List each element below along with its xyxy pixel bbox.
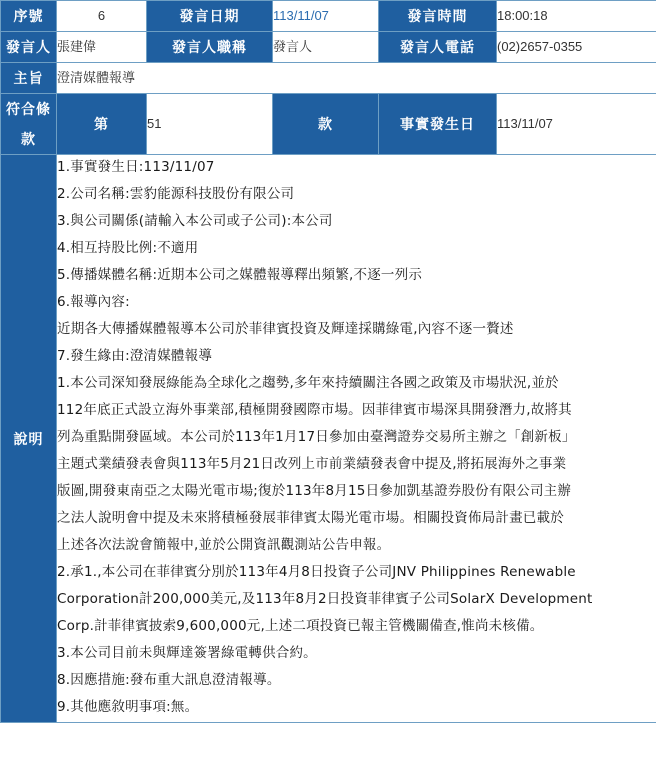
explanation-line: 3.與公司關係(請輸入本公司或子公司):本公司 xyxy=(57,213,333,229)
regulation-clause-label: 款 xyxy=(273,94,379,155)
speaker-phone-label: 發言人電話 xyxy=(379,32,497,63)
time-value: 18:00:18 xyxy=(497,1,656,32)
time-label: 發言時間 xyxy=(379,1,497,32)
explanation-line: 3.本公司目前未與輝達簽署綠電轉供合約。 xyxy=(57,645,317,661)
explanation-body xyxy=(57,155,656,723)
fact-date-value: 113/11/07 xyxy=(497,94,656,155)
speaker-phone-value: (02)2657-0355 xyxy=(497,32,656,63)
explanation-line: 7.發生緣由:澄清媒體報導 xyxy=(57,348,213,364)
explanation-line: 版圖,開發東南亞之太陽光電市場;復於113年8月15日參加凱基證券股份有限公司主辦 xyxy=(57,483,572,499)
explanation-line: Corp.計菲律賓披索9,600,000元,上述二項投資已報主管機關備查,惟尚未核備。 xyxy=(57,618,544,634)
explanation-line: 2.公司名稱:雲豹能源科技股份有限公司 xyxy=(57,186,295,202)
regulation-label: 符合條款 xyxy=(1,94,57,155)
explanation-line: 近期各大傳播媒體報導本公司於菲律賓投資及輝達採購綠電,內容不逐一贅述 xyxy=(57,321,514,337)
table-row-seq xyxy=(1,1,656,32)
regulation-item-value: 51 xyxy=(147,94,273,155)
explanation-lines xyxy=(57,155,656,720)
table-row-regulation xyxy=(1,94,656,155)
seq-label: 序號 xyxy=(1,1,57,32)
speaker-title-value: 發言人 xyxy=(273,32,379,63)
seq-value: 6 xyxy=(57,1,147,32)
subject-label: 主旨 xyxy=(1,63,57,94)
table-row-subject xyxy=(1,63,656,94)
table-row-explanation xyxy=(1,155,656,723)
explanation-line: 9.其他應敘明事項:無。 xyxy=(57,699,199,715)
table-row-speaker xyxy=(1,32,656,63)
speaker-value: 張建偉 xyxy=(57,32,147,63)
explanation-line: 6.報導內容: xyxy=(57,294,130,310)
explanation-line: 1.事實發生日:113/11/07 xyxy=(57,159,215,175)
explanation-line: 2.承1.,本公司在菲律賓分別於113年4月8日投資子公司JNV Philippines Renewable xyxy=(57,564,576,580)
explanation-line: 8.因應措施:發布重大訊息澄清報導。 xyxy=(57,672,281,688)
explanation-line: 1.本公司深知發展綠能為全球化之趨勢,多年來持續關注各國之政策及市場狀況,並於 xyxy=(57,375,559,391)
regulation-item-label: 第 xyxy=(57,94,147,155)
explanation-label: 說明 xyxy=(1,155,57,723)
speaker-label: 發言人 xyxy=(1,32,57,63)
subject-value: 澄清媒體報導 xyxy=(57,63,656,94)
explanation-line: 上述各次法說會簡報中,並於公開資訊觀測站公告申報。 xyxy=(57,537,391,553)
explanation-line: 主題式業績發表會與113年5月21日改列上市前業績發表會中提及,將拓展海外之事業 xyxy=(57,456,567,472)
explanation-line: 5.傳播媒體名稱:近期本公司之媒體報導釋出頻繁,不逐一列示 xyxy=(57,267,423,283)
speaker-title-label: 發言人職稱 xyxy=(147,32,273,63)
date-value: 113/11/07 xyxy=(273,1,379,32)
date-label: 發言日期 xyxy=(147,1,273,32)
explanation-line: 之法人說明會中提及未來將積極發展菲律賓太陽光電市場。相關投資佈局計畫已載於 xyxy=(57,510,564,526)
explanation-line: 列為重點開發區域。本公司於113年1月17日參加由臺灣證券交易所主辦之「創新板」 xyxy=(57,429,576,445)
fact-date-label: 事實發生日 xyxy=(379,94,497,155)
explanation-line: 4.相互持股比例:不適用 xyxy=(57,240,199,256)
explanation-line: 112年底正式設立海外事業部,積極開發國際市場。因菲律賓市場深具開發潛力,故將其 xyxy=(57,402,572,418)
explanation-line: Corporation計200,000美元,及113年8月2日投資菲律賓子公司SolarX Development xyxy=(57,591,593,607)
